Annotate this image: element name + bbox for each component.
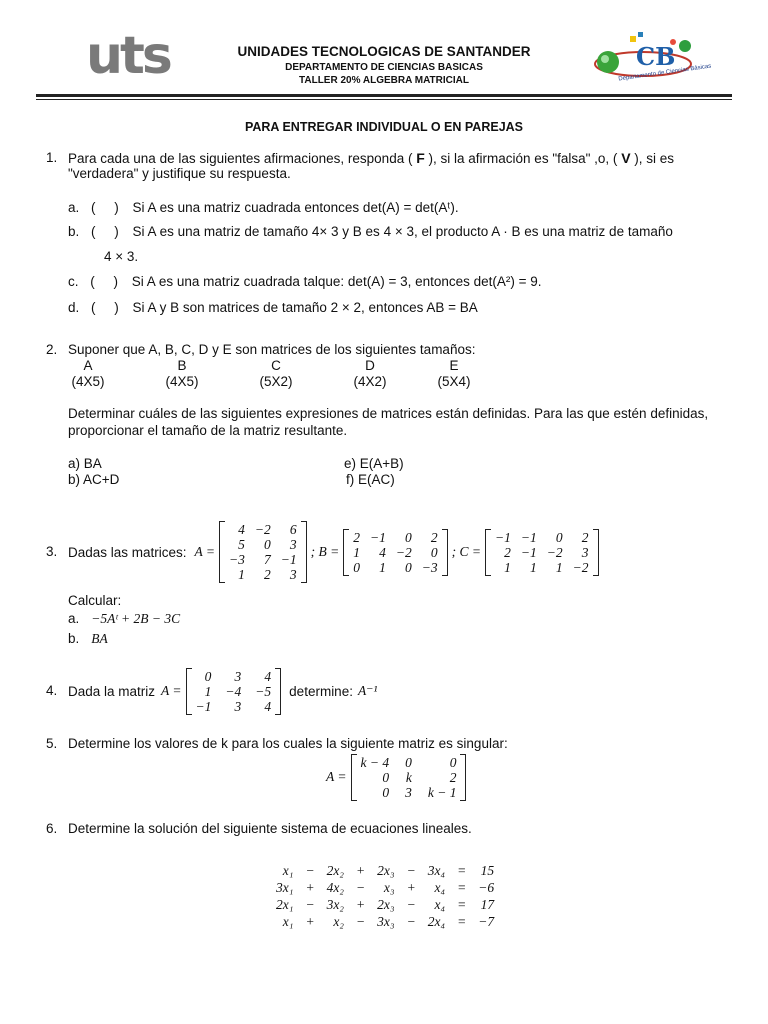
answer-box[interactable]: ( ): [91, 200, 119, 215]
matrix-a-q4-cell: 4: [264, 698, 272, 714]
matrix-a-cell: −1: [280, 552, 297, 567]
equation-term: +: [305, 914, 315, 929]
matrix-C: [485, 529, 599, 576]
cb-logo-text: CB: [636, 42, 676, 71]
equation-term: 3x₃: [377, 914, 395, 929]
matrix-b-cell: 0: [353, 559, 361, 575]
matrix-size-E: (5X4): [437, 374, 471, 389]
matrix-A: [219, 521, 307, 583]
workshop-name: TALLER 20% ALGEBRA MATRICIAL: [299, 75, 469, 86]
matrix-c-cell: 1: [504, 559, 511, 575]
header-rule-thick: [36, 94, 732, 97]
equation-row: [270, 913, 500, 930]
answer-box[interactable]: ( ): [91, 224, 119, 239]
q3-b: b. BA: [68, 631, 108, 646]
equation-term: +: [356, 897, 366, 912]
equation-term: =: [457, 880, 467, 895]
header-rule-thin: [36, 99, 732, 100]
equation-term: +: [356, 863, 366, 878]
equation-term: −: [356, 880, 366, 895]
q5-matrix-row: A = k − 4 0 0 0 k 2 0 3 k − 1: [326, 752, 466, 802]
matrix-c-cell: 2: [504, 544, 511, 560]
matrix-c-cell: −2: [572, 559, 589, 575]
q3-label-C: ; C =: [451, 544, 482, 559]
q1-item-d: d. ( ) Si A y B son matrices de tamaño 2 × 2, entonces AB = BA: [68, 300, 478, 315]
equation-term: −: [406, 863, 416, 878]
equation-term: 2x₃: [377, 863, 395, 878]
matrix-b-cell: 4: [379, 544, 386, 560]
matrix-size-A: (4X5): [71, 374, 105, 389]
university-name: UNIDADES TECNOLOGICAS DE SANTANDER: [237, 44, 531, 59]
uts-logo: uts: [86, 26, 170, 86]
matrix-a-q5-cell: 3: [405, 784, 412, 800]
q3-label-B: ; B =: [310, 544, 340, 559]
matrix-a-q5-cell: 0: [382, 769, 390, 785]
equation-term: +: [406, 880, 416, 895]
matrix-a-q5-cell: k − 1: [427, 784, 457, 800]
matrix-a-q5-cell: 0: [382, 784, 390, 800]
cb-logo-caption: Departamento de Ciencias Básicas: [618, 63, 712, 83]
equation-term: 3x₄: [427, 863, 446, 878]
matrix-name-B: B: [177, 358, 187, 373]
q1-item-c: c. ( ) Si A es una matriz cuadrada talque: det(A) = 3, entonces det(A²) = 9.: [68, 274, 542, 289]
matrix-A-q5: [351, 754, 467, 801]
equation-term: +: [305, 880, 315, 895]
q3-row: [68, 520, 599, 584]
equation-term: −: [356, 914, 366, 929]
equation-row: [270, 879, 500, 896]
q1-item-b-cont: 4 × 3.: [104, 249, 139, 264]
header-titles: [200, 44, 568, 87]
equation-term: x₂: [333, 914, 344, 929]
equation-term: −: [305, 897, 315, 912]
equation-table: [270, 862, 500, 930]
q6-number: 6.: [46, 821, 58, 836]
equation-term: x₃: [383, 880, 395, 895]
q4-expr: A⁻¹: [357, 683, 378, 698]
q3-calc: Calcular:: [68, 593, 122, 608]
matrix-a-q5-cell: 0: [449, 754, 457, 770]
matrix-b-cell: −1: [370, 529, 386, 545]
equation-term: x₁: [282, 914, 294, 929]
matrix-b-cell: 0: [405, 559, 412, 575]
matrix-name-A: A: [83, 358, 93, 373]
q6-intro: Determine la solución del siguiente sistema de ecuaciones lineales.: [68, 821, 472, 836]
matrix-size-B: (4X5): [165, 374, 199, 389]
equation-term: 2x₂: [326, 863, 344, 878]
q1-item-b: b. ( ) Si A es una matriz de tamaño 4× 3 y B es 4 × 3, el producto A · B es una matriz de tamaño: [68, 224, 673, 239]
matrix-c-cell: −1: [495, 529, 511, 545]
matrix-a-q4-cell: 3: [234, 668, 242, 684]
equation-term: 2x₃: [377, 897, 395, 912]
equation-term: −: [305, 863, 315, 878]
matrix-size-C: (5X2): [259, 374, 293, 389]
q4-intro: Dada la matriz: [68, 683, 156, 699]
matrix-b-cell: −3: [421, 559, 438, 575]
q5-number: 5.: [46, 736, 58, 751]
equation-term: =: [457, 914, 467, 929]
matrix-a-cell: 1: [238, 567, 245, 582]
cb-logo: [588, 30, 718, 86]
department-name: DEPARTAMENTO DE CIENCIAS BASICAS: [285, 62, 483, 73]
q1-line1: Para cada una de las siguientes afirmaciones, responda ( F ), si la afirmación es "falsa" ,o, ( V ), si es: [68, 150, 675, 166]
q2-number: 2.: [46, 342, 58, 357]
equation-term: 3x₁: [276, 880, 294, 895]
q2-instruction-1: Determinar cuáles de las siguientes expresiones de matrices están definidas. Para las que estén definidas,: [68, 406, 709, 421]
matrix-a-q5-cell: 2: [449, 769, 457, 785]
matrix-b-cell: 1: [379, 559, 386, 575]
q3-a: a. −5Aᵗ + 2B − 3C: [68, 611, 181, 626]
equation-term: −7: [478, 914, 495, 929]
matrix-b-cell: 0: [405, 529, 412, 545]
q2-instruction-2: proporcionar el tamaño de la matriz resultante.: [68, 423, 348, 438]
equation-term: −6: [478, 880, 495, 895]
matrix-a-q4-cell: −5: [255, 683, 272, 699]
matrix-a-q4-cell: −1: [195, 698, 212, 714]
q1-line2: "verdadera" y justifique su respuesta.: [68, 166, 291, 181]
matrix-b-cell: 0: [430, 544, 438, 560]
page-title: PARA ENTREGAR INDIVIDUAL O EN PAREJAS: [244, 120, 524, 134]
matrix-a-q5-cell: 0: [405, 754, 412, 770]
matrix-c-cell: 1: [555, 559, 563, 575]
equation-term: 2x₁: [276, 897, 294, 912]
q3-intro: Dadas las matrices:: [68, 544, 187, 560]
equation-term: 2x₄: [427, 914, 446, 929]
q4-number: 4.: [46, 683, 58, 698]
matrix-a-cell: 3: [289, 537, 297, 552]
q5-intro: Determine los valores de k para los cuales la siguiente matriz es singular:: [68, 736, 508, 751]
q3-label-A: A =: [194, 544, 216, 559]
equation-row: [270, 896, 500, 913]
matrix-name-D: D: [365, 358, 375, 373]
matrix-a-q4-cell: 3: [234, 698, 242, 714]
equation-system: [270, 862, 500, 930]
matrix-c-cell: −1: [520, 544, 537, 560]
matrix-a-q5-cell: k: [405, 769, 412, 785]
q4-tail: determine:: [289, 683, 353, 699]
equation-term: 17: [480, 897, 495, 912]
matrix-a-cell: 4: [238, 522, 245, 537]
matrix-c-cell: −2: [546, 544, 563, 560]
matrix-name-C: C: [271, 358, 281, 373]
equation-term: −: [406, 897, 416, 912]
matrix-b-cell: 2: [430, 529, 438, 545]
answer-box[interactable]: ( ): [91, 300, 119, 315]
matrix-c-cell: −1: [520, 529, 537, 545]
equation-term: 3x₂: [326, 897, 344, 912]
matrix-A-q4: [186, 668, 282, 715]
answer-box[interactable]: ( ): [90, 274, 119, 289]
matrix-c-cell: 0: [555, 529, 563, 545]
matrix-c-cell: 1: [530, 559, 537, 575]
q2-intro: Suponer que A, B, C, D y E son matrices de los siguientes tamaños:: [68, 342, 476, 357]
equation-term: x₄: [434, 880, 446, 895]
q2-option-b: b) AC+D: [68, 472, 120, 487]
matrix-a-q5-cell: k − 4: [360, 754, 390, 770]
false-marker: F: [416, 150, 425, 166]
matrix-b-cell: −2: [395, 544, 412, 560]
matrix-a-cell: 6: [289, 522, 297, 537]
matrix-a-cell: 7: [264, 552, 271, 567]
equation-row: [270, 862, 500, 879]
q4-row: Dada la matriz A = 0 3 4 1 −4 −5 −1 3 4 determine: A⁻¹: [68, 668, 378, 714]
matrix-b-cell: 1: [353, 544, 361, 560]
matrix-B: [343, 529, 447, 576]
matrix-b-cell: 2: [353, 529, 361, 545]
q1-item-a: a. ( ) Si A es una matriz cuadrada entonces det(A) = det(Aᵗ).: [68, 200, 459, 215]
matrix-name-E: E: [449, 358, 459, 373]
equation-term: 4x₂: [326, 880, 344, 895]
matrix-a-q4-cell: 4: [264, 668, 272, 684]
q2-option-f: f) E(AC): [346, 472, 395, 487]
matrix-a-cell: −2: [254, 522, 271, 537]
matrix-a-cell: 0: [264, 537, 271, 552]
q2-option-a: a) BA: [68, 456, 102, 471]
matrix-a-q4-cell: 1: [204, 683, 212, 699]
matrix-a-q4-cell: 0: [204, 668, 212, 684]
q1-number: 1.: [46, 150, 58, 165]
matrix-a-cell: 2: [264, 567, 271, 582]
q3-number: 3.: [46, 544, 58, 559]
q2-option-e: e) E(A+B): [344, 456, 404, 471]
equation-term: x₄: [434, 897, 446, 912]
matrix-a-cell: 5: [238, 537, 245, 552]
matrix-c-cell: 3: [581, 544, 589, 560]
matrix-size-D: (4X2): [353, 374, 387, 389]
true-marker: V: [621, 150, 631, 166]
matrix-c-cell: 2: [581, 529, 589, 545]
equation-term: −: [406, 914, 416, 929]
equation-term: =: [457, 863, 467, 878]
matrix-a-cell: 3: [289, 567, 297, 582]
matrix-a-q4-cell: −4: [225, 683, 242, 699]
equation-term: 15: [480, 863, 495, 878]
equation-term: x₁: [282, 863, 294, 878]
equation-term: =: [457, 897, 467, 912]
matrix-a-cell: −3: [229, 552, 245, 567]
